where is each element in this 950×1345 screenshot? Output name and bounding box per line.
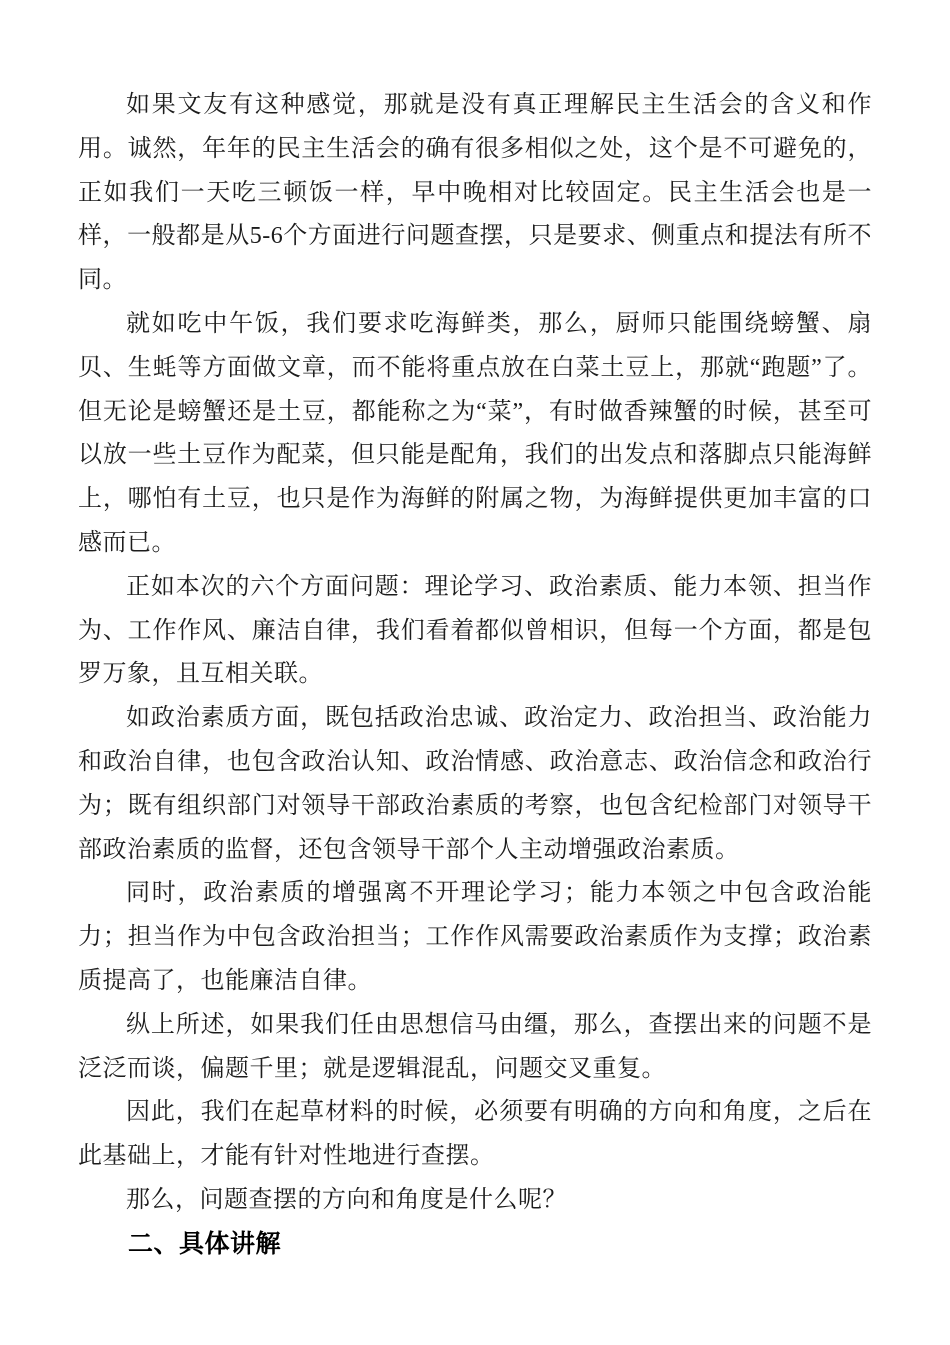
paragraph-7: 因此，我们在起草材料的时候，必须要有明确的方向和角度，之后在此基础上，才能有针对性地进行查摆。 <box>78 1099 872 1170</box>
paragraph-8: 那么，问题查摆的方向和角度是什么呢？ <box>126 1186 567 1213</box>
paragraph-3: 正如本次的六个方面问题：理论学习、政治素质、能力本领、担当作为、工作作风、廉洁自律，我们看着都似曾相识，但每一个方面，都是包罗万象，且互相关联。 <box>78 573 872 688</box>
paragraph-5: 同时，政治素质的增强离不开理论学习；能力本领之中包含政治能力；担当作为中包含政治担当；工作作风需要政治素质作为支撑；政治素质提高了，也能廉洁自律。 <box>78 880 872 994</box>
paragraph-4: 如政治素质方面，既包括政治忠诚、政治定力、政治担当、政治能力和政治自律，也包含政治认知、政治情感、政治意志、政治信念和政治行为；既有组织部门对领导干部政治素质的考察，也包含纪检部门对领导干部政治素质的监督，还包含领导干部个人主动增强政治素质。 <box>78 705 872 863</box>
paragraph-6: 纵上所述，如果我们任由思想信马由缰，那么，查摆出来的问题不是泛泛而谈，偏题千里；就是逻辑混乱，问题交叉重复。 <box>78 1011 872 1082</box>
paragraph-2: 就如吃中午饭，我们要求吃海鲜类，那么，厨师只能围绕螃蟹、扇贝、生蚝等方面做文章，而不能将重点放在白菜土豆上，那就“跑题”了。但无论是螃蟹还是土豆，都能称之为“菜”，有时做香辣蟹的时候，甚至可以放一些土豆作为配菜，但只能是配角，我们的出发点和落脚点只能海鲜上，哪怕有土豆，也只是作为海鲜的附属之物，为海鲜提供更加丰富的口感而已。 <box>78 310 872 556</box>
paragraph-1: 如果文友有这种感觉，那就是没有真正理解民主生活会的含义和作用。诚然，年年的民主生活会的确有很多相似之处，这个是不可避免的，正如我们一天吃三顿饭一样，早中晚相对比较固定。民主生活会也是一样，一般都是从5-6个方面进行问题查摆，只是要求、侧重点和提法有所不同。 <box>78 92 872 294</box>
section-heading: 二、具体讲解 <box>128 1229 282 1258</box>
document-body <box>78 84 872 1267</box>
